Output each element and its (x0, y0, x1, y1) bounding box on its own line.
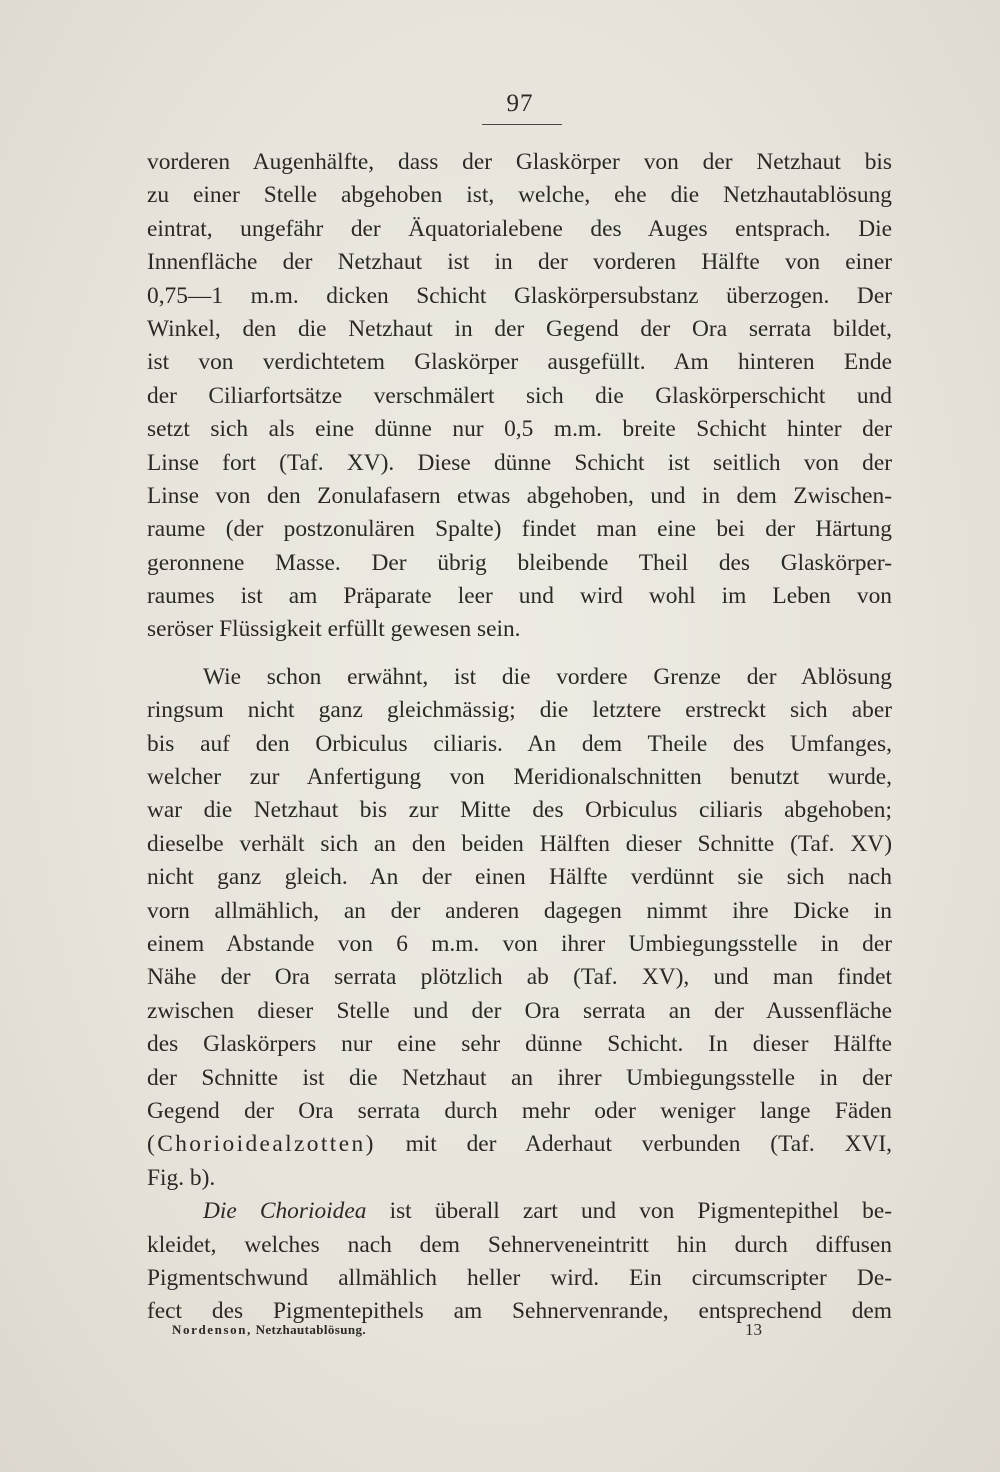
paragraph-1 (147, 146, 892, 647)
text-line: dieselbe verhält sich an den beiden Hälften dieser Schnitte (Taf. XV) (147, 830, 892, 857)
text-line: der Schnitte ist die Netzhaut an ihrer Umbiegungsstelle in der (147, 1064, 892, 1091)
text-line: Fig. b). (147, 1164, 216, 1191)
paragraph-gap (147, 647, 892, 661)
text-line: zu einer Stelle abgehoben ist, welche, ehe die Netzhautablösung (147, 182, 892, 209)
text-line: vorderen Augenhälfte, dass der Glaskörper von der Netzhaut bis (147, 149, 892, 175)
text-line: raume (der postzonulären Spalte) findet man eine bei der Härtung (147, 516, 892, 543)
text-line: seröser Flüssigkeit erfüllt gewesen sein. (147, 616, 521, 643)
text-fragment: ist überall zart und von Pigmentepithel be- (366, 1198, 892, 1225)
text-line-with-spaced-term (147, 1128, 892, 1161)
text-line: setzt sich als eine dünne nur 0,5 m.m. breite Schicht hinter der (147, 416, 892, 443)
text-fragment: mit der Aderhaut verbunden (Taf. XVI, (375, 1131, 892, 1158)
text-line: Pigmentschwund allmählich heller wird. Ein circumscripter De- (147, 1264, 892, 1291)
text-line: bis auf den Orbiculus ciliaris. An dem Theile des Umfanges, (147, 730, 892, 757)
page-number: 97 (506, 90, 534, 117)
footer-sheet-number: 13 (745, 1320, 762, 1339)
text-line: Linse fort (Taf. XV). Diese dünne Schicht ist seitlich von der (147, 449, 892, 476)
text-line: ist von verdichtetem Glaskörper ausgefüllt. Am hinteren Ende (147, 349, 892, 376)
paragraph-3 (147, 1195, 892, 1329)
text-line: eintrat, ungefähr der Äquatorialebene des Auges entsprach. Die (147, 215, 892, 242)
footer-author: Nordenson, (172, 1322, 252, 1337)
text-line: Wie schon erwähnt, ist die vordere Grenze der Ablösung (203, 663, 892, 690)
spaced-term: (Chorioidealzotten) (147, 1131, 376, 1158)
text-line: geronnene Masse. Der übrig bleibende Theil des Glaskörper- (147, 549, 892, 576)
footer-signature (172, 1322, 772, 1338)
italic-term: Die Chorioidea (203, 1198, 367, 1225)
text-line: raumes ist am Präparate leer und wird wohl im Leben von (147, 583, 892, 610)
text-line: zwischen dieser Stelle und der Ora serrata an der Aussenfläche (147, 997, 892, 1024)
text-line: welcher zur Anfertigung von Meridionalschnitten benutzt wurde, (147, 764, 892, 791)
text-line: des Glaskörpers nur eine sehr dünne Schicht. In dieser Hälfte (147, 1031, 892, 1058)
text-line: Linse von den Zonulafasern etwas abgehoben, und in dem Zwischen- (147, 482, 892, 509)
body-text (147, 146, 892, 1329)
text-line: ringsum nicht ganz gleichmässig; die letztere erstreckt sich aber (147, 697, 892, 724)
text-line: einem Abstande von 6 m.m. von ihrer Umbiegungsstelle in der (147, 930, 892, 957)
text-line: nicht ganz gleich. An der einen Hälfte verdünnt sie sich nach (147, 864, 892, 891)
text-line: vorn allmählich, an der anderen dagegen nimmt ihre Dicke in (147, 897, 892, 924)
text-line: Winkel, den die Netzhaut in der Gegend der Ora serrata bildet, (147, 315, 892, 342)
text-line: war die Netzhaut bis zur Mitte des Orbiculus ciliaris abgehoben; (147, 797, 892, 824)
footer-title: Netzhautablösung. (255, 1322, 367, 1337)
text-line: 0,75—1 m.m. dicken Schicht Glaskörpersubstanz überzogen. Der (147, 282, 892, 309)
text-line: der Ciliarfortsätze verschmälert sich die Glaskörperschicht und (147, 382, 892, 409)
text-line: Innenfläche der Netzhaut ist in der vorderen Hälfte von einer (147, 249, 892, 276)
text-line-with-italic-term (147, 1195, 892, 1228)
text-line: kleidet, welches nach dem Sehnerveneintritt hin durch diffusen (147, 1231, 892, 1258)
text-line: Nähe der Ora serrata plötzlich ab (Taf. XV), und man findet (147, 964, 892, 991)
paragraph-2 (147, 661, 892, 1195)
text-line: Gegend der Ora serrata durch mehr oder weniger lange Fäden (147, 1097, 892, 1124)
page-number-rule (482, 124, 562, 125)
text-line: fect des Pigmentepithels am Sehnervenrande, entsprechend dem (147, 1298, 892, 1325)
